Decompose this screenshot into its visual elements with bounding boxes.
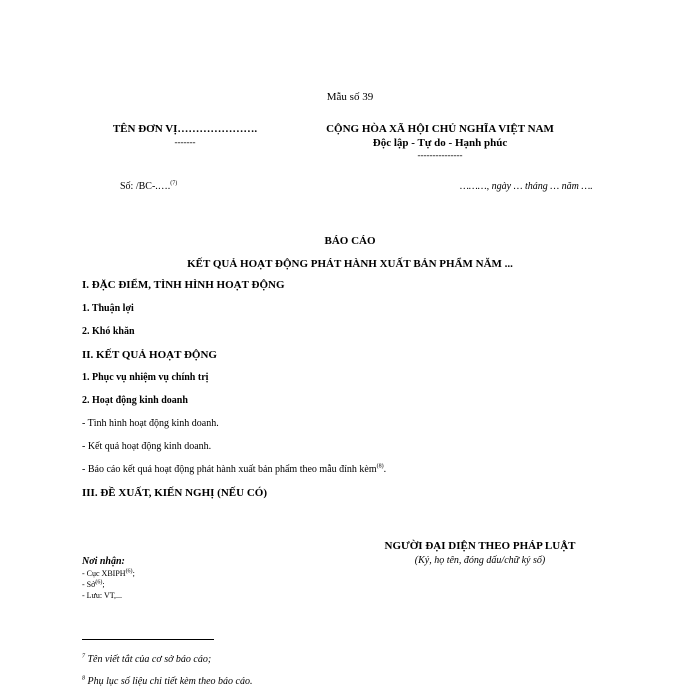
footnote-ref-8: (8) <box>376 463 384 470</box>
bullet-business-results: - Kết quả hoạt động kinh doanh. <box>82 441 212 452</box>
motto-separator: --------------- <box>417 150 463 160</box>
form-number: Mẫu số 39 <box>326 91 374 103</box>
report-subtitle: KẾT QUẢ HOẠT ĐỘNG PHÁT HÀNH XUẤT BẢN PHẨM NĂM ... <box>187 258 513 270</box>
item-business-activities: 2. Hoạt động kinh doanh <box>82 395 188 406</box>
recipients-label: Nơi nhận: <box>82 556 125 567</box>
item-political-tasks: 1. Phục vụ nhiệm vụ chính trị <box>82 372 209 383</box>
section-1-heading: I. ĐẶC ĐIỂM, TÌNH HÌNH HOẠT ĐỘNG <box>82 279 285 291</box>
unit-separator: ------- <box>174 137 196 147</box>
country-name: CỘNG HÒA XÃ HỘI CHỦ NGHĨA VIỆT NAM <box>326 123 554 135</box>
section-3-heading: III. ĐỀ XUẤT, KIẾN NGHỊ (NẾU CÓ) <box>82 487 267 499</box>
bullet-business-status: - Tình hình hoạt động kinh doanh. <box>82 418 219 429</box>
signature-title: NGƯỜI ĐẠI DIỆN THEO PHÁP LUẬT <box>384 540 576 552</box>
footnote-7: $^7$ Tên viết tắt của cơ sở báo cáo; <box>82 653 212 665</box>
report-title: BÁO CÁO <box>324 235 376 247</box>
signature-subtitle: (Ký, họ tên, đóng dấu/chữ ký số) <box>414 555 546 566</box>
national-motto: Độc lập - Tự do - Hạnh phúc <box>372 137 508 149</box>
item-difficulties: 2. Khó khăn <box>82 326 135 337</box>
recipient-2: - Sở$^{(6)}$; <box>82 579 105 589</box>
recipient-3: - Lưu: VT,... <box>82 591 123 600</box>
footnote-divider <box>82 639 214 640</box>
item-advantages: 1. Thuận lợi <box>82 303 134 314</box>
footnote-ref-7: (7) <box>170 180 178 187</box>
footnote-8: $^8$ Phụ lục số liệu chi tiết kèm theo báo cáo. <box>82 675 253 687</box>
unit-name-label: TÊN ĐƠN VỊ…………………. <box>112 123 258 135</box>
recipient-1: - Cục XBIPH$^{(6)}$; <box>82 568 135 578</box>
section-2-heading: II. KẾT QUẢ HOẠT ĐỘNG <box>82 349 217 361</box>
date-line: ………, ngày … tháng … năm …. <box>460 181 593 192</box>
bullet-attached-report: - Báo cáo kết quả hoạt động phát hành xuất bản phẩm theo mẫu đính kèm$^{(8)}$. <box>82 463 387 475</box>
document-number: Số: /BC-.….$^{(7)}$ <box>120 180 178 192</box>
